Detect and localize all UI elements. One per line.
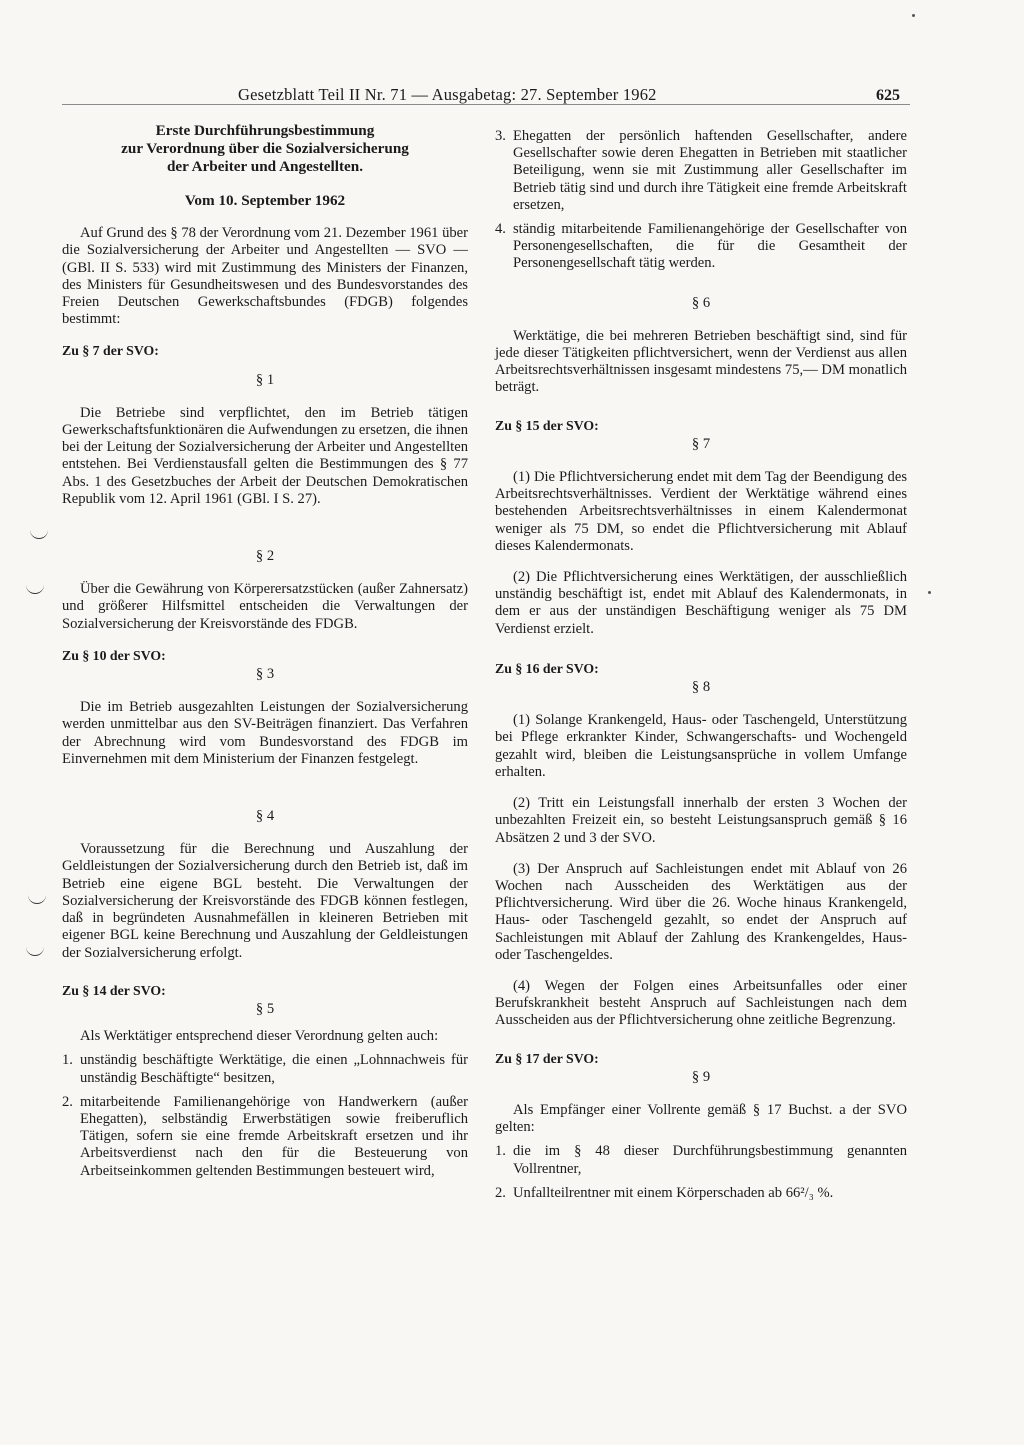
margin-mark (28, 893, 46, 904)
list-item-text: die im § 48 dieser Durchführungsbestimmung genannten Vollrentner, (513, 1143, 907, 1177)
document-date: Vom 10. September 1962 (184, 192, 346, 209)
paragraph-7-absatz-1: (1) Die Pflichtversicherung endet mit dem Tag der Beendigung des Arbeitsrechtsverhältnisses. Verdient der Werktätige während eines bestehenden Arbeitsrechtsverhältnisses in einem Kalendermonat weniger als 75 DM, so endet die Pflichtversicherung mit Ablauf dieses Kalendermonats. (495, 469, 907, 554)
list-item (62, 1052, 468, 1086)
paragraph-9-intro: Als Empfänger einer Vollrente gemäß § 17 Buchst. a der SVO gelten: (495, 1101, 907, 1136)
paragraph-5-heading: § 5 (255, 1000, 275, 1017)
title-line: Erste Durchführungsbestimmung (155, 122, 375, 139)
list-item-number: 4. (495, 221, 506, 238)
paragraph-6-text: Werktätige, die bei mehreren Betrieben beschäftigt sind, sind für jede dieser Tätigkeiten pflichtversichert, wenn der Verdienst aus allen Arbeitsrechtsverhältnissen insgesamt mindestens 75,— DM monatlich beträgt. (495, 327, 907, 396)
list-item (495, 128, 907, 214)
list-item (495, 221, 907, 273)
list-item-text: mitarbeitende Familienangehörige von Handwerkern (außer Ehegatten), selbständig Erwerbstätigen sowie freiberuflich Tätigen, sofern sie eine fremde Arbeitskraft ersetzen und ihr Arbeitsverdienst nach den für die Besteuerung von Arbeitseinkommen geltenden Bestimmungen besteuert wird, (80, 1093, 468, 1179)
margin-mark (26, 583, 44, 594)
list-item-text: Ehegatten der persönlich haftenden Gesellschafter, andere Gesellschafter sowie deren Ehegatten in Betrieben mit staatlicher Beteiligung, wenn sie mit Zustimmung aller Gesellschafter im Betrieb tätig sind und durch ihre Tätigkeit eine fremde Arbeitskraft ersetzen, (513, 128, 907, 213)
list-item-number: 1. (495, 1143, 506, 1160)
section-heading-zu-15: Zu § 15 der SVO: (495, 417, 599, 433)
paragraph-4-text: Voraussetzung für die Berechnung und Auszahlung der Geldleistungen der Sozialversicherung durch den Betrieb ist, daß im Betrieb eine eigene BGL besteht. Die Verwaltungen der Sozialversicherung der Kreisvorstände des FDGB können festlegen, daß in begründeten Ausnahmefällen in kleineren Betrieben mit eigener BGL keine Berechnung und Auszahlung der Geldleistungen der Sozialversicherung erfolgt. (62, 841, 468, 961)
list-item (495, 1143, 907, 1177)
paragraph-4-heading: § 4 (255, 808, 275, 825)
list-item-text: ständig mitarbeitende Familienangehörige der Gesellschafter von Personengesellschaften, die für die Gesamtheit der Personengesellschaft tätig werden. (513, 221, 907, 272)
list-item-number: 2. (495, 1184, 506, 1201)
paragraph-1-heading: § 1 (255, 371, 275, 388)
running-head: Gesetzblatt Teil II Nr. 71 — Ausgabetag: 27. September 1962 (238, 85, 657, 104)
page-number: 625 (876, 87, 900, 104)
paragraph-2-heading: § 2 (255, 548, 275, 565)
section-heading-zu-7: Zu § 7 der SVO: (62, 343, 159, 359)
scan-speck (928, 591, 931, 594)
header-rule (62, 104, 910, 105)
paragraph-8-absatz-2: (2) Tritt ein Leistungsfall innerhalb der ersten 3 Wochen der unbezahlten Freizeit ein, so besteht Leistungsanspruch gemäß § 16 Absätzen 2 und 3 der SVO. (495, 795, 907, 846)
margin-mark (30, 528, 48, 539)
paragraph-8-absatz-4: (4) Wegen der Folgen eines Arbeitsunfalles oder einer Berufskrankheit besteht Anspruch auf Sachleistungen nach dem Ausscheiden aus der Pflichtversicherung ohne zeitliche Begrenzung. (495, 977, 907, 1029)
paragraph-9-heading: § 9 (691, 1068, 711, 1085)
document-title (80, 122, 450, 176)
section-heading-zu-16: Zu § 16 der SVO: (495, 660, 599, 676)
title-line: zur Verordnung über die Sozialversicherung (121, 140, 409, 157)
list-item-number: 2. (62, 1093, 73, 1110)
paragraph-3-text: Die im Betrieb ausgezahlten Leistungen der Sozialversicherung werden unmittelbar aus den SV-Beiträgen finanziert. Das Verfahren der Abrechnung wird vom Bundesvorstand des FDGB im Einvernehmen mit dem Ministerium der Finanzen festgelegt. (62, 699, 468, 767)
list-item-text: unständig beschäftigte Werktätige, die einen „Lohnnachweis für unständig Beschäftigte“ besitzen, (80, 1052, 468, 1086)
preamble: Auf Grund des § 78 der Verordnung vom 21. Dezember 1961 über die Sozialversicherung der Arbeiter und Angestellten — SVO — (GBl. II S. 533) wird mit Zustimmung des Ministers der Finanzen, des Ministers für Gesundheitswesen und des Bundesvorstandes des Freien Deutschen Gewerkschaftsbundes (FDGB) folgendes bestimmt: (62, 225, 468, 328)
left-column (62, 122, 468, 1180)
scan-speck (912, 14, 915, 17)
paragraph-8-heading: § 8 (691, 679, 711, 696)
paragraph-1-text: Die Betriebe sind verpflichtet, den im Betrieb tätigen Gewerkschaftsfunktionären die Aufwendungen zu ersetzen, die ihnen bei der Leitung der Sozialversicherung der Arbeiter und Angestellten entstehen. Bei Verdienstausfall gelten die Bestimmungen des § 77 Abs. 1 des Gesetzbuches der Arbeit der Deutschen Demokratischen Republik vom 12. April 1961 (GBl. I S. 27). (62, 404, 468, 507)
title-line: der Arbeiter und Angestellten. (166, 158, 364, 175)
paragraph-7-absatz-2: (2) Die Pflichtversicherung eines Werktätigen, der ausschließlich unständig beschäftigt ist, endet mit Ablauf des Kalendermonats, in dem er aus der unständigen Beschäftigung weniger als 75 DM Verdienst erzielt. (495, 569, 907, 637)
paragraph-7-heading: § 7 (691, 435, 711, 452)
list-item-text: Unfallteilrentner mit einem Körperschaden ab 66²/₃ %. (513, 1184, 834, 1201)
paragraph-8-absatz-3: (3) Der Anspruch auf Sachleistungen endet mit Ablauf von 26 Wochen nach Ausscheiden des Werktätigen aus der Pflichtversicherung. Wird über die 26. Woche hinaus Krankengeld, Haus- oder Taschengeld gezahlt, so endet der Anspruch auf Sachleistungen mit Ablauf der Zahlung des Krankengeldes, Haus- oder Taschengeldes. (495, 860, 907, 963)
section-heading-zu-17: Zu § 17 der SVO: (495, 1050, 599, 1066)
paragraph-6-heading: § 6 (691, 294, 711, 311)
list-item (495, 1185, 907, 1202)
paragraph-5-intro: Als Werktätiger entsprechend dieser Verordnung gelten auch: (80, 1028, 439, 1045)
list-item (62, 1094, 468, 1180)
right-column (495, 122, 907, 1202)
section-heading-zu-14: Zu § 14 der SVO: (62, 982, 166, 998)
margin-mark (26, 945, 44, 956)
paragraph-2-text: Über die Gewährung von Körperersatzstücken (außer Zahnersatz) und größerer Hilfsmittel entscheiden die Verwaltungen der Sozialversicherung der Kreisvorstände des FDGB. (62, 581, 468, 632)
list-item-number: 1. (62, 1052, 73, 1069)
list-item-number: 3. (495, 128, 506, 144)
paragraph-3-heading: § 3 (255, 666, 275, 683)
paragraph-8-absatz-1: (1) Solange Krankengeld, Haus- oder Taschengeld, Unterstützung bei Pflege erkrankter Kinder, Schwangerschafts- und Wochengeld gezahlt wird, bleiben die Leistungsansprüche in vollem Umfange erhalten. (495, 712, 907, 780)
section-heading-zu-10: Zu § 10 der SVO: (62, 647, 166, 663)
